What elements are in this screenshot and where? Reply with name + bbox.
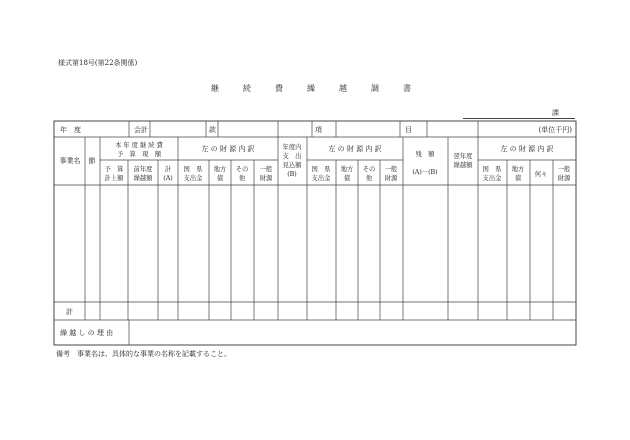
general-revenue-1-line2: 財源 xyxy=(259,175,273,182)
footnote: 備考 事業名は、具体的な事業の名称を記載すること。 xyxy=(56,350,231,358)
national-pref-3-line1: 国 県 xyxy=(482,166,502,173)
document-title: 継 続 費 繰 越 調 書 xyxy=(211,84,419,93)
clause-header: 節 xyxy=(88,157,96,165)
national-pref-2-line2: 支出金 xyxy=(311,175,331,182)
fiscal-year-label: 年 度 xyxy=(60,126,81,134)
funding-breakdown-header-2: 左 の 財 源 内 訳 xyxy=(328,145,382,153)
budget-amount-line1: 予 算 xyxy=(104,166,124,173)
expenditure-line4: (B) xyxy=(287,171,297,178)
total-row-label: 計 xyxy=(66,308,73,316)
general-revenue-3-line2: 財源 xyxy=(557,175,571,182)
reason-label: 繰 越 し の 理 由 xyxy=(60,329,114,337)
budget-amount-line2: 計上額 xyxy=(104,175,124,182)
local-bond-3-line2: 債 xyxy=(514,175,522,182)
local-bond-3-line1: 地方 xyxy=(511,166,525,173)
project-name-header: 事業名 xyxy=(59,157,81,165)
national-pref-3-line2: 支出金 xyxy=(482,175,502,182)
general-revenue-3-line1: 一般 xyxy=(557,166,571,173)
balance-line2: (A)－(B) xyxy=(412,169,438,176)
funding-breakdown-header-3: 左 の 財 源 内 訳 xyxy=(500,145,554,153)
local-bond-2-line1: 地方 xyxy=(340,166,354,173)
general-revenue-1-line1: 一般 xyxy=(259,166,273,173)
form-number: 様式第18号(第22条関係) xyxy=(58,59,138,67)
general-revenue-2-line1: 一般 xyxy=(384,166,398,173)
next-year-carryover-line1: 翌年度 xyxy=(453,153,473,160)
prev-carryover-line2: 繰越額 xyxy=(133,175,153,182)
balance-line1: 残 額 xyxy=(415,151,435,158)
other-1-line1: その xyxy=(235,166,249,173)
sub-item-label: 目 xyxy=(405,126,412,134)
other-2-line1: その xyxy=(362,166,376,173)
section-label: 款 xyxy=(209,126,216,134)
other-1-line2: 他 xyxy=(238,175,246,182)
total-a-line2: (A) xyxy=(163,175,173,182)
current-year-group-line2: 予 算 現 額 xyxy=(116,151,162,158)
national-pref-2-line1: 国 県 xyxy=(311,166,331,173)
local-bond-1-line2: 債 xyxy=(216,175,224,182)
general-revenue-2-line2: 財源 xyxy=(384,175,398,182)
local-bond-1-line1: 地方 xyxy=(213,166,227,173)
misc-header: 何々 xyxy=(534,171,548,178)
local-bond-2-line2: 債 xyxy=(343,175,351,182)
unit-label: (単位千円) xyxy=(538,126,572,134)
national-pref-1-line1: 国 県 xyxy=(183,166,203,173)
national-pref-1-line2: 支出金 xyxy=(183,175,203,182)
expenditure-line2: 支 出 xyxy=(282,153,302,160)
item-label: 項 xyxy=(315,126,322,134)
expenditure-line3: 見込額 xyxy=(282,162,302,169)
other-2-line2: 他 xyxy=(365,175,373,182)
current-year-group-line1: 本 年 度 継 続 費 xyxy=(115,142,163,149)
expenditure-line1: 年度内 xyxy=(282,144,302,151)
next-year-carryover-line2: 繰越額 xyxy=(453,162,473,169)
account-label: 会計 xyxy=(134,126,148,134)
total-a-line1: 計 xyxy=(164,166,172,173)
department-label: 課 xyxy=(552,109,559,117)
funding-breakdown-header-1: 左 の 財 源 内 訳 xyxy=(201,145,255,153)
prev-carryover-line1: 前年度 xyxy=(133,166,153,173)
